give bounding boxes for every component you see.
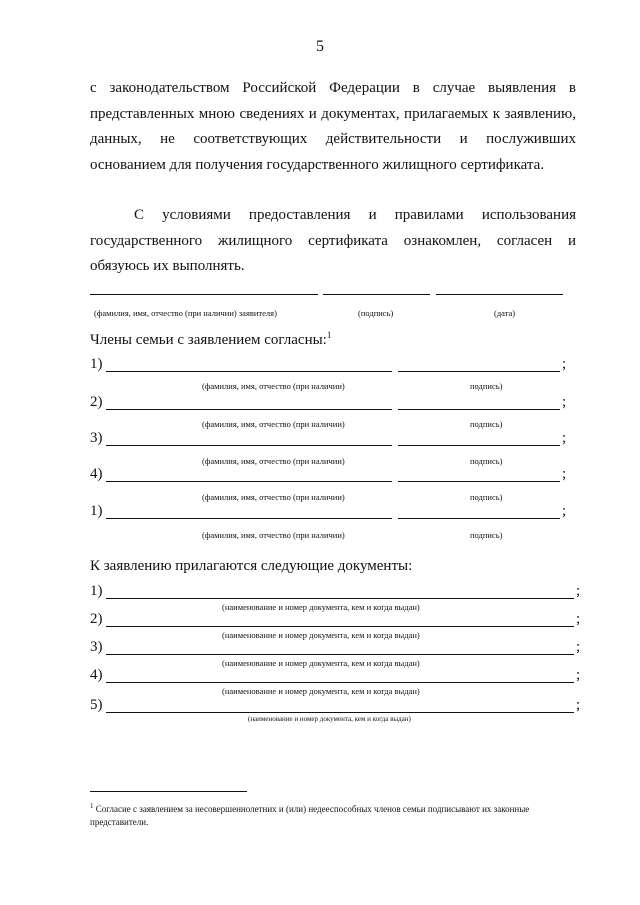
family-member-signature-line[interactable] <box>398 409 560 410</box>
family-row-semicolon: ; <box>562 466 567 482</box>
family-row-number: 1) <box>90 356 103 372</box>
family-member-signature-line[interactable] <box>398 518 560 519</box>
document-row-semicolon: ; <box>576 639 581 655</box>
document-row-number: 5) <box>90 697 103 713</box>
family-member-name-caption: (фамилия, имя, отчество (при наличии) <box>202 381 345 391</box>
family-member-name-line[interactable] <box>106 371 392 372</box>
applicant-name-line[interactable] <box>90 294 318 295</box>
applicant-name-caption: (фамилия, имя, отчество (при наличии) заявителя) <box>94 308 277 318</box>
family-row-semicolon: ; <box>562 394 567 410</box>
family-member-name-caption: (фамилия, имя, отчество (при наличии) <box>202 456 345 466</box>
document-caption: (наименование и номер документа, кем и когда выдан) <box>222 686 420 696</box>
family-member-name-line[interactable] <box>106 409 392 410</box>
applicant-signature-line[interactable] <box>323 294 430 295</box>
family-consent-heading <box>90 330 331 349</box>
family-row-number: 3) <box>90 430 103 446</box>
family-row-semicolon: ; <box>562 356 567 372</box>
footnote <box>90 800 580 829</box>
document-row-number: 4) <box>90 667 103 683</box>
document-caption: (наименование и номер документа, кем и когда выдан) <box>248 715 411 723</box>
family-member-signature-caption: подпись) <box>470 530 503 540</box>
document-caption: (наименование и номер документа, кем и когда выдан) <box>222 602 420 612</box>
family-row-number: 4) <box>90 466 103 482</box>
family-member-signature-line[interactable] <box>398 481 560 482</box>
family-member-signature-caption: подпись) <box>470 492 503 502</box>
paragraph-conditions-acknowledgement: С условиями предоставления и правилами использования государственного жилищного сертификата ознакомлен, согласен и обязуюсь их выполнять. <box>90 207 576 274</box>
family-member-signature-line[interactable] <box>398 371 560 372</box>
document-row-semicolon: ; <box>576 611 581 627</box>
footnote-reference-mark: 1 <box>326 330 332 340</box>
document-row-semicolon: ; <box>576 667 581 683</box>
applicant-date-line[interactable] <box>436 294 563 295</box>
family-row-number: 1) <box>90 503 103 519</box>
family-member-signature-caption: подпись) <box>470 381 503 391</box>
document-line[interactable] <box>106 682 574 683</box>
applicant-date-caption: (дата) <box>494 308 516 318</box>
document-line[interactable] <box>106 654 574 655</box>
document-row-semicolon: ; <box>576 583 581 599</box>
document-caption: (наименование и номер документа, кем и когда выдан) <box>222 658 420 668</box>
family-member-name-caption: (фамилия, имя, отчество (при наличии) <box>202 419 345 429</box>
family-member-name-caption: (фамилия, имя, отчество (при наличии) <box>202 492 345 502</box>
document-row-number: 3) <box>90 639 103 655</box>
applicant-signature-caption: (подпись) <box>358 308 394 318</box>
family-member-signature-caption: подпись) <box>470 419 503 429</box>
family-row-semicolon: ; <box>562 503 567 519</box>
family-row-semicolon: ; <box>562 430 567 446</box>
family-consent-heading-text: Члены семьи с заявлением согласны: <box>90 332 327 348</box>
family-member-signature-caption: подпись) <box>470 456 503 466</box>
document-line[interactable] <box>106 626 574 627</box>
family-member-name-line[interactable] <box>106 518 392 519</box>
family-member-name-line[interactable] <box>106 481 392 482</box>
document-row-number: 1) <box>90 583 103 599</box>
family-row-number: 2) <box>90 394 103 410</box>
document-row-number: 2) <box>90 611 103 627</box>
footnote-text: Согласие с заявлением за несовершеннолетних и (или) недееспособных членов семьи подписывают их законные представители. <box>90 804 530 827</box>
documents-heading: К заявлению прилагаются следующие документы: <box>90 558 413 574</box>
page-number: 5 <box>316 38 324 55</box>
family-member-name-line[interactable] <box>106 445 392 446</box>
document-line[interactable] <box>106 598 574 599</box>
footnote-mark: 1 <box>90 802 94 810</box>
document-caption: (наименование и номер документа, кем и когда выдан) <box>222 630 420 640</box>
document-row-semicolon: ; <box>576 697 581 713</box>
paragraph-legal-responsibility: с законодательством Российской Федерации в случае выявления в представленных мною сведениях и документах, прилагаемых к заявлению, данных, не соответствующих действительности и послуживших основанием для получения государственного жилищного сертификата. <box>90 80 576 173</box>
family-member-signature-line[interactable] <box>398 445 560 446</box>
document-line[interactable] <box>106 712 574 713</box>
family-member-name-caption: (фамилия, имя, отчество (при наличии) <box>202 530 345 540</box>
footnote-separator <box>90 791 247 792</box>
